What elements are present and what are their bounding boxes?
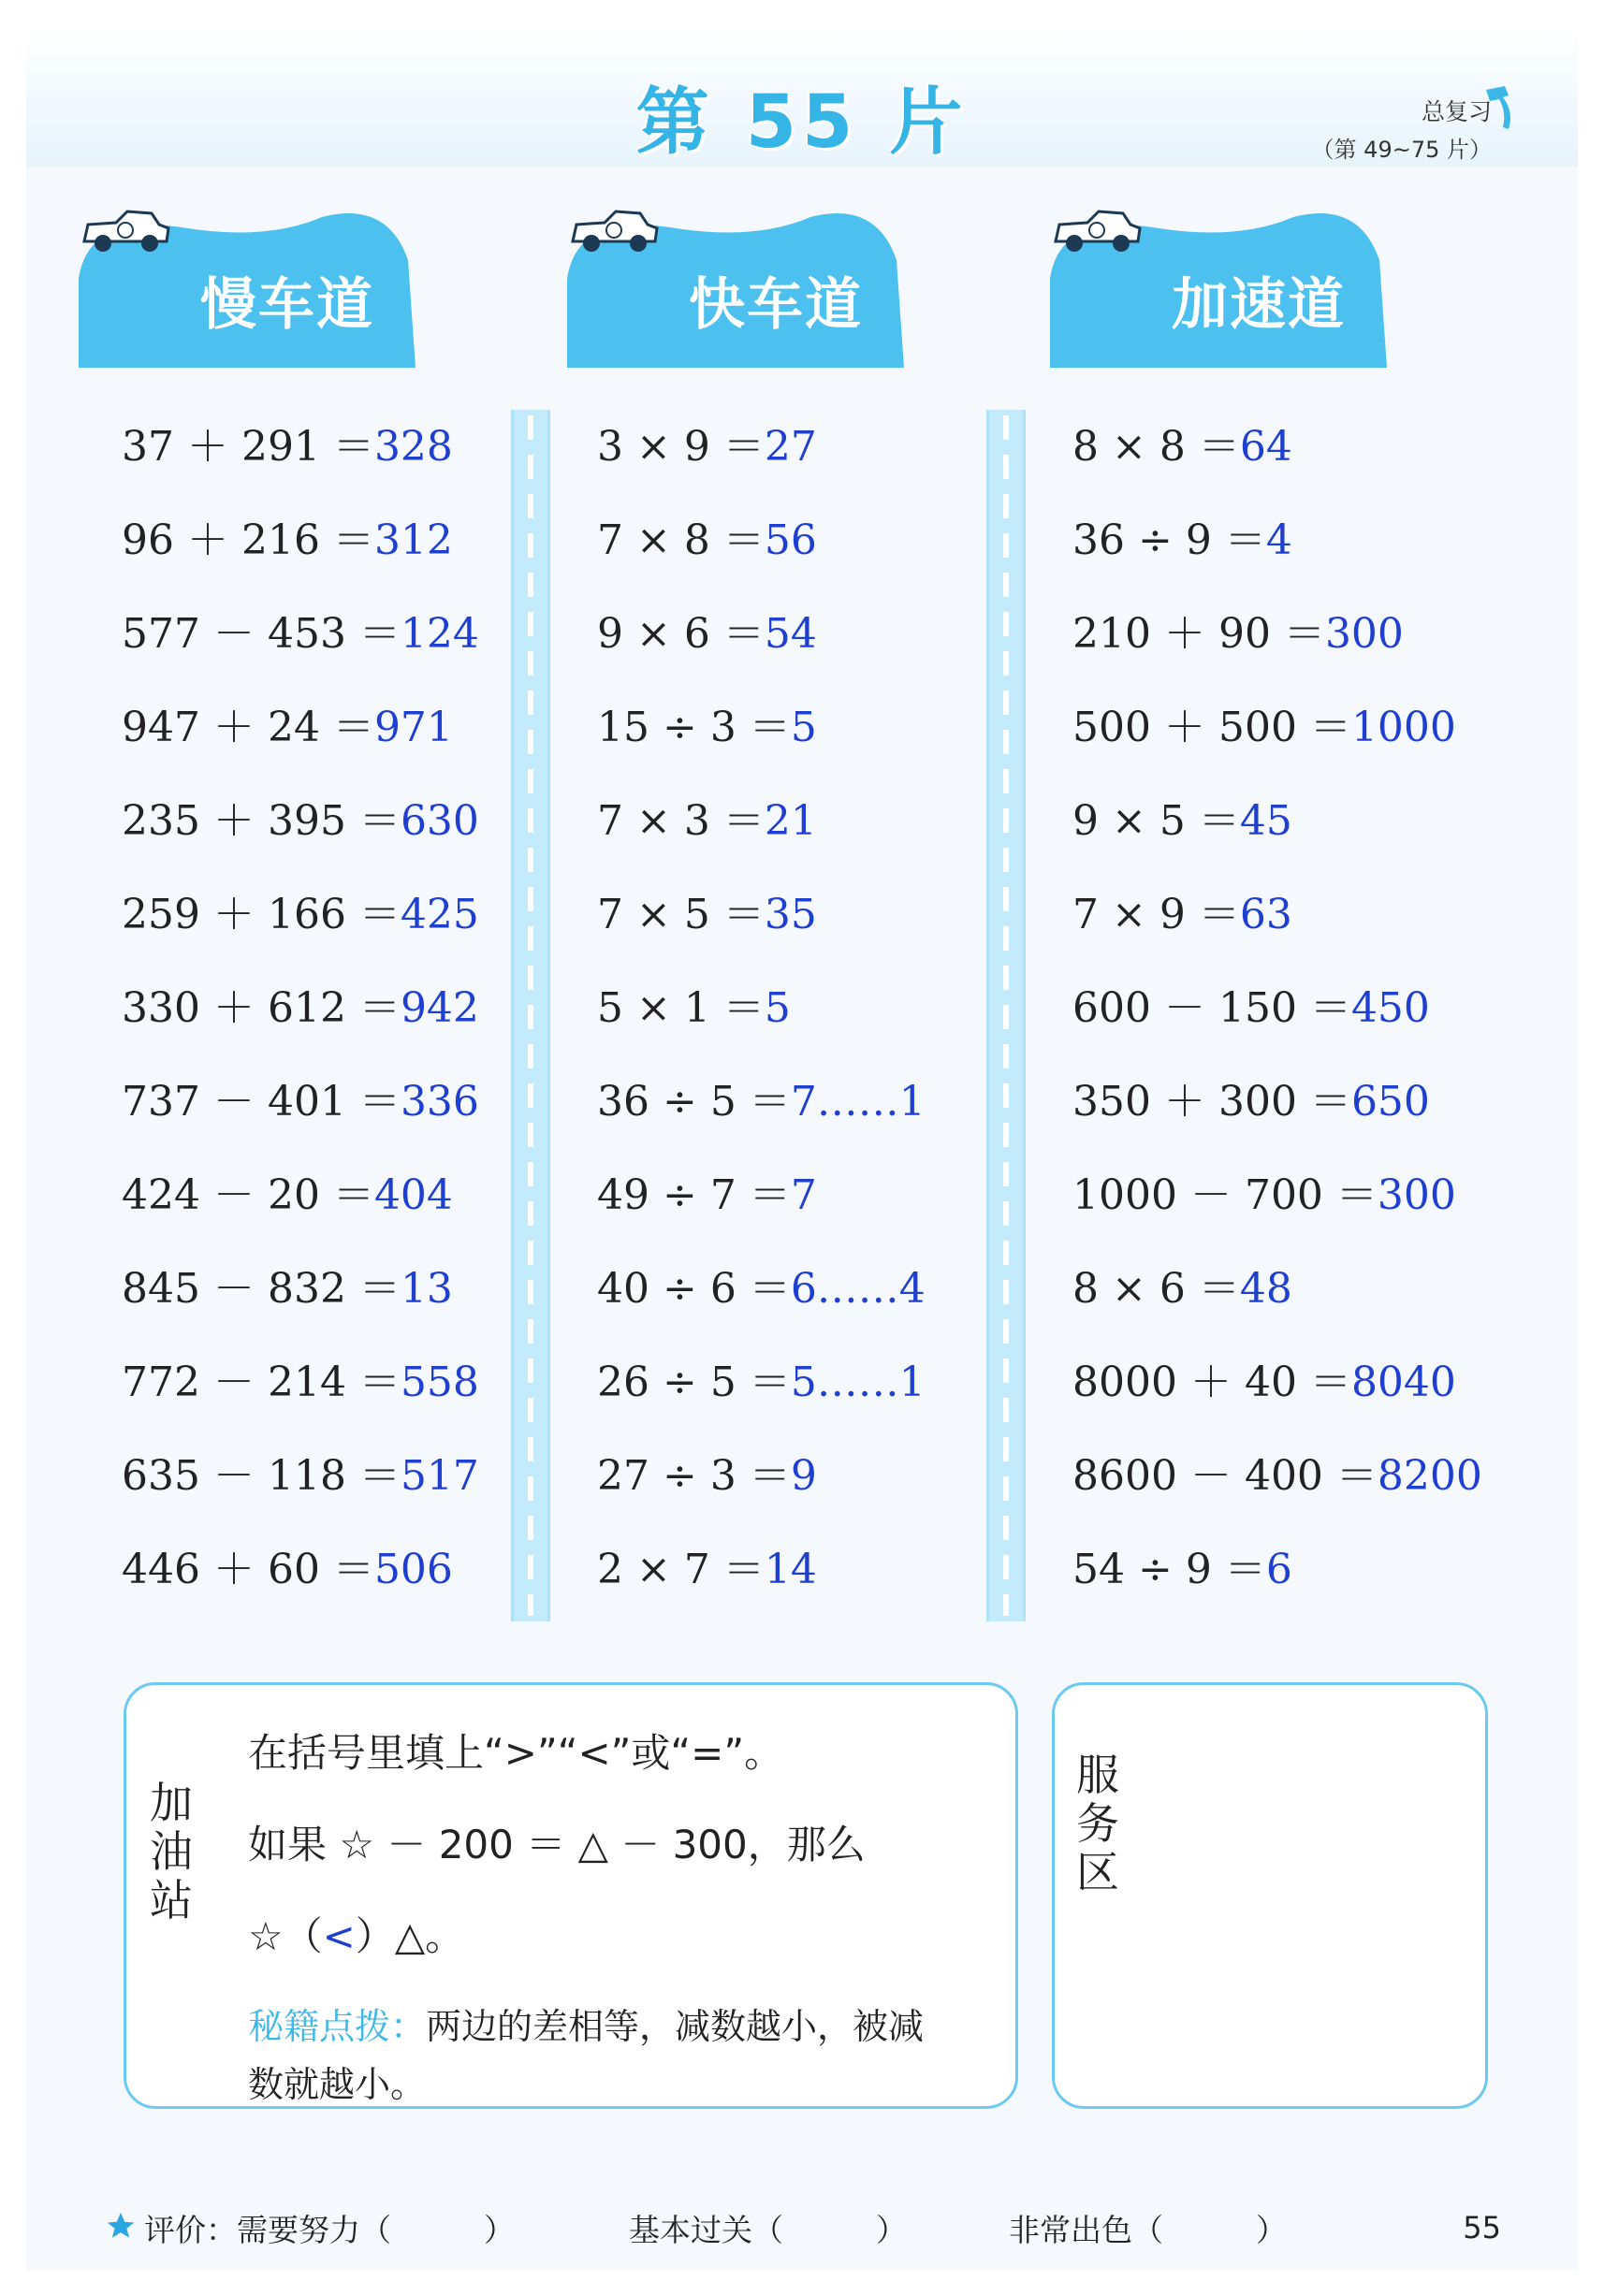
review-info [1312, 94, 1492, 164]
problem-question: 737 － 401 ＝ [122, 1078, 401, 1126]
problem-row [597, 969, 926, 1063]
problem-question: 947 ＋ 24 ＝ [122, 704, 374, 751]
problem-question: 7 × 8 ＝ [597, 516, 765, 564]
problem-answer: 54 [764, 610, 817, 658]
problem-row [1072, 501, 1482, 595]
problem-row [597, 1531, 926, 1624]
problem-question: 8000 ＋ 40 ＝ [1072, 1359, 1351, 1406]
problem-question: 235 ＋ 395 ＝ [122, 797, 401, 845]
station-instruction: 在括号里填上“>”“<”或“=”。 [248, 1730, 784, 1776]
problem-answer: 328 [373, 423, 453, 471]
problem-question: 446 ＋ 60 ＝ [122, 1546, 374, 1593]
problem-row [122, 595, 479, 689]
problem-question: 772 － 214 ＝ [122, 1359, 401, 1406]
review-range: （第 49~75 片） [1311, 137, 1492, 163]
problem-row [597, 408, 926, 501]
hint-key: 秘籍点拨： [248, 2006, 427, 2047]
evaluation-label: 评价： [144, 2212, 237, 2248]
problem-answer: 404 [373, 1171, 453, 1219]
problem-question: 500 ＋ 500 ＝ [1072, 704, 1351, 751]
fuel-nozzle-icon [1480, 84, 1522, 140]
race-car-icon [1050, 204, 1144, 254]
evaluation-bar [144, 2206, 515, 2250]
problem-row [122, 689, 479, 782]
problem-row [122, 501, 479, 595]
evaluation-option-excellent: 非常出色（ ） [1009, 2212, 1287, 2248]
lane-label: 加速道 [1172, 272, 1346, 338]
race-car-icon [567, 204, 661, 254]
problem-row [1072, 1437, 1482, 1531]
problem-row [122, 1156, 479, 1250]
problem-row [1072, 876, 1482, 969]
refuel-station-box [124, 1682, 1018, 2109]
problem-question: 40 ÷ 6 ＝ [597, 1265, 791, 1313]
problem-row [1072, 1531, 1482, 1624]
evaluation-option-pass: 基本过关（ ） [629, 2212, 907, 2248]
problem-question: 350 ＋ 300 ＝ [1072, 1078, 1351, 1126]
problem-question: 424 － 20 ＝ [122, 1171, 374, 1219]
race-car-icon [79, 204, 172, 254]
problem-answer: 13 [400, 1265, 453, 1313]
service-area-box [1052, 1682, 1488, 2109]
problem-row [122, 408, 479, 501]
problem-answer: 506 [373, 1546, 453, 1593]
problem-row [597, 1063, 926, 1156]
problem-question: 2 × 7 ＝ [597, 1546, 765, 1593]
service-label: 服务区 [1076, 1750, 1119, 1897]
problem-column-slow [122, 408, 479, 1624]
evaluation-option-needs-effort: 需要努力（ ） [237, 2212, 515, 2248]
problem-question: 7 × 9 ＝ [1072, 891, 1240, 938]
problem-answer: 8200 [1377, 1452, 1482, 1500]
problem-row [597, 1437, 926, 1531]
review-label: 总复习 [1421, 98, 1492, 125]
problem-question: 259 ＋ 166 ＝ [122, 891, 401, 938]
page-number: 55 [1463, 2210, 1501, 2245]
problem-row [122, 782, 479, 876]
problem-answer: 4 [1265, 516, 1292, 564]
problem-answer: 517 [400, 1452, 479, 1500]
problem-question: 210 ＋ 90 ＝ [1072, 610, 1325, 658]
page-title: 第 55 片 [635, 80, 969, 165]
problem-answer: 8040 [1350, 1359, 1456, 1406]
problem-question: 600 － 150 ＝ [1072, 984, 1351, 1032]
problem-answer: 942 [400, 984, 479, 1032]
problem-question: 54 ÷ 9 ＝ [1072, 1546, 1266, 1593]
problem-question: 49 ÷ 7 ＝ [597, 1171, 791, 1219]
problem-row [122, 969, 479, 1063]
problem-question: 1000 － 700 ＝ [1072, 1171, 1378, 1219]
problem-question: 577 － 453 ＝ [122, 610, 401, 658]
station-comparison [248, 1906, 464, 1962]
problem-row [122, 1063, 479, 1156]
lane-header-fast [567, 204, 918, 368]
star-icon [105, 2210, 137, 2242]
lane-divider [986, 410, 1026, 1621]
problem-answer: 63 [1239, 891, 1292, 938]
lane-label: 慢车道 [200, 272, 374, 338]
problem-question: 3 × 9 ＝ [597, 423, 765, 471]
problem-row [597, 1156, 926, 1250]
problem-answer: 558 [400, 1359, 479, 1406]
problem-column-fast [597, 408, 926, 1624]
hint-text: 两边的差相等，减数越小，被减 [426, 2006, 925, 2047]
problem-answer: 5 [764, 984, 791, 1032]
problem-question: 8600 － 400 ＝ [1072, 1452, 1378, 1500]
problem-column-accel [1072, 408, 1482, 1624]
problem-row [1072, 1344, 1482, 1437]
problem-row [1072, 969, 1482, 1063]
problem-question: 635 － 118 ＝ [122, 1452, 401, 1500]
problem-row [1072, 1250, 1482, 1344]
problem-question: 26 ÷ 5 ＝ [597, 1359, 791, 1406]
problem-question: 96 ＋ 216 ＝ [122, 516, 374, 564]
station-hint [248, 1998, 924, 2049]
problem-answer: 1000 [1350, 704, 1456, 751]
lane-divider [511, 410, 550, 1621]
problem-row [1072, 408, 1482, 501]
problem-row [597, 689, 926, 782]
problem-row [597, 876, 926, 969]
problem-answer: 14 [764, 1546, 817, 1593]
problem-answer: 35 [764, 891, 817, 938]
comparison-suffix: ）△。 [355, 1913, 465, 1959]
problem-question: 9 × 5 ＝ [1072, 797, 1240, 845]
problem-answer: 312 [373, 516, 453, 564]
problem-answer: 56 [764, 516, 817, 564]
problem-question: 15 ÷ 3 ＝ [597, 704, 791, 751]
problem-question: 36 ÷ 9 ＝ [1072, 516, 1266, 564]
problem-answer: 6 [1265, 1546, 1292, 1593]
problem-answer: 7……1 [790, 1078, 926, 1126]
problem-question: 7 × 3 ＝ [597, 797, 765, 845]
problem-answer: 630 [400, 797, 479, 845]
comparison-prefix: ☆（ [248, 1913, 323, 1959]
problem-answer: 27 [764, 423, 817, 471]
problem-row [122, 1344, 479, 1437]
problem-answer: 300 [1377, 1171, 1456, 1219]
station-condition: 如果 ☆ － 200 ＝ △ － 300，那么 [248, 1822, 866, 1867]
problem-answer: 5……1 [790, 1359, 926, 1406]
station-label: 加油站 [150, 1778, 193, 1925]
problem-question: 7 × 5 ＝ [597, 891, 765, 938]
station-hint-continued: 数就越小。 [248, 2064, 427, 2105]
lane-header-slow [79, 204, 430, 368]
problem-answer: 6……4 [790, 1265, 926, 1313]
problem-answer: 64 [1239, 423, 1292, 471]
lane-header-accel [1050, 204, 1401, 368]
problem-row [597, 501, 926, 595]
worksheet-page [26, 26, 1578, 2270]
problem-row [597, 1250, 926, 1344]
problem-row [1072, 1156, 1482, 1250]
problem-row [122, 876, 479, 969]
problem-row [597, 782, 926, 876]
problem-answer: 124 [400, 610, 479, 658]
problem-answer: 7 [790, 1171, 817, 1219]
problem-answer: 48 [1239, 1265, 1292, 1313]
problem-question: 5 × 1 ＝ [597, 984, 765, 1032]
problem-row [122, 1250, 479, 1344]
problem-question: 27 ÷ 3 ＝ [597, 1452, 791, 1500]
problem-question: 8 × 6 ＝ [1072, 1265, 1240, 1313]
problem-row [1072, 595, 1482, 689]
problem-row [597, 1344, 926, 1437]
problem-question: 36 ÷ 5 ＝ [597, 1078, 791, 1126]
problem-answer: 971 [373, 704, 453, 751]
problem-row [122, 1437, 479, 1531]
problem-row [1072, 782, 1482, 876]
problem-question: 845 － 832 ＝ [122, 1265, 401, 1313]
problem-answer: 9 [790, 1452, 817, 1500]
problem-question: 8 × 8 ＝ [1072, 423, 1240, 471]
problem-answer: 45 [1239, 797, 1292, 845]
problem-answer: 336 [400, 1078, 479, 1126]
problem-row [1072, 1063, 1482, 1156]
problem-answer: 425 [400, 891, 479, 938]
lane-label: 快车道 [689, 272, 863, 338]
problem-answer: 650 [1350, 1078, 1430, 1126]
problem-row [122, 1531, 479, 1624]
problem-answer: 450 [1350, 984, 1430, 1032]
problem-row [597, 595, 926, 689]
problem-row [1072, 689, 1482, 782]
problem-answer: 21 [764, 797, 817, 845]
comparison-answer: < [322, 1913, 356, 1959]
problem-question: 37 ＋ 291 ＝ [122, 423, 374, 471]
problem-answer: 5 [790, 704, 817, 751]
problem-question: 9 × 6 ＝ [597, 610, 765, 658]
problem-answer: 300 [1324, 610, 1404, 658]
problem-question: 330 ＋ 612 ＝ [122, 984, 401, 1032]
